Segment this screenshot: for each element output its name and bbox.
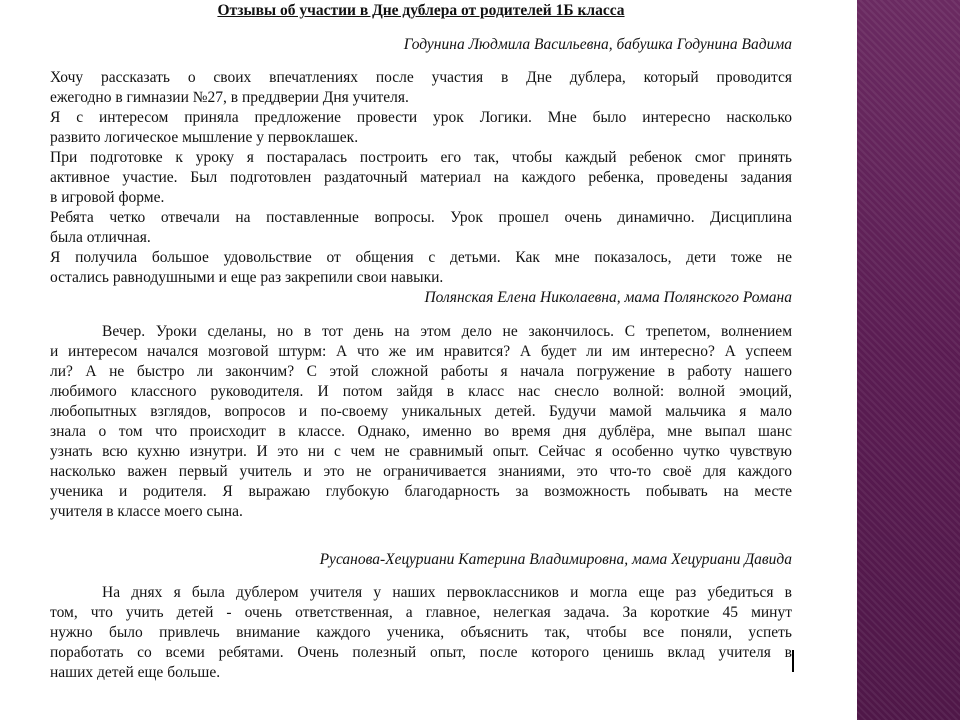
decorative-side-band <box>857 0 960 720</box>
paragraph-line: Я получила большое удовольствие от общения с детьми. Как мне показалось, дети тоже не <box>50 249 792 266</box>
paragraph-line: и интересом начался мозговой штурм: А что же им нравится? А будет ли им интересно? А успеем <box>50 343 792 360</box>
paragraph-line: ученика и родителя. Я выражаю глубокую благодарность за возможность побывать на месте <box>50 483 792 500</box>
paragraph-line: На днях я была дублером учителя у наших первоклассников и могла еще раз убедиться в <box>102 584 792 601</box>
paragraph-line: наших детей еще больше. <box>50 664 221 681</box>
paragraph-line: любопытных взглядов, вопросов и по-своему уникальных детей. Будучи мамой мальчика я мало <box>50 403 792 420</box>
author-signature-godunina: Годунина Людмила Васильевна, бабушка Годунина Вадима <box>403 36 792 53</box>
author-signature-rusanova: Русанова-Хецуриани Катерина Владимировна, мама Хецуриани Давида <box>319 551 792 568</box>
paragraph-line: Вечер. Уроки сделаны, но в тот день на этом дело не закончилось. С трепетом, волнением <box>102 323 792 340</box>
paragraph-line: учителя в классе моего сына. <box>50 503 243 520</box>
author-signature-polyanskaya: Полянская Елена Николаевна, мама Полянского Романа <box>424 289 792 306</box>
paragraph-line: ежегодно в гимназии №27, в преддверии Дня учителя. <box>50 89 409 106</box>
paragraph-line: остались равнодушными и еще раз закрепили свои навыки. <box>50 269 444 286</box>
paragraph-line: поработать со всеми ребятами. Очень полезный опыт, после которого ценишь вклад учителя в <box>50 644 792 661</box>
paragraph-line: в игровой форме. <box>50 189 165 206</box>
paragraph-line: Я с интересом приняла предложение провести урок Логики. Мне было интересно насколько <box>50 109 792 126</box>
paragraph-line: развито логическое мышление у первоклашек. <box>50 129 359 146</box>
document-page <box>50 0 792 720</box>
paragraph-line: том, что учить детей - очень ответственная, а главное, нелегкая задача. За короткие 45 минут <box>50 604 792 621</box>
paragraph-line: активное участие. Был подготовлен раздаточный материал на каждого ребенка, проведены задания <box>50 169 792 186</box>
document-title: Отзывы об участии в Дне дублера от родителей 1Б класса <box>217 2 625 19</box>
paragraph-line: Хочу рассказать о своих впечатлениях после участия в Дне дублера, который проводится <box>50 69 792 86</box>
text-cursor <box>792 650 794 672</box>
paragraph-line: При подготовке к уроку я постаралась построить его так, чтобы каждый ребенок смог принять <box>50 149 792 166</box>
paragraph-line: насколько важен первый учитель и это не ограничивается знаниями, это что-то своё для каждого <box>50 463 792 480</box>
paragraph-line: Ребята четко отвечали на поставленные вопросы. Урок прошел очень динамично. Дисциплина <box>50 209 792 226</box>
paragraph-line: была отличная. <box>50 229 151 246</box>
paragraph-line: ли? А не быстро ли закончим? С этой сложной работы я начала погружение в работу нашего <box>50 363 792 380</box>
paragraph-line: узнать всю кухню изнутри. И это ни с чем не сравнимый опыт. Сейчас я особенно чутко чувствую <box>50 443 792 460</box>
paragraph-line: нужно было привлечь внимание каждого ученика, объяснить так, чтобы все поняли, успеть <box>50 624 792 641</box>
paragraph-line: знала о том что происходит в классе. Однако, именно во время дня дублёра, мне выпал шанс <box>50 423 792 440</box>
paragraph-line: любимого классного руководителя. И потом зайдя в класс нас снесло волной: волной эмоций, <box>50 383 792 400</box>
